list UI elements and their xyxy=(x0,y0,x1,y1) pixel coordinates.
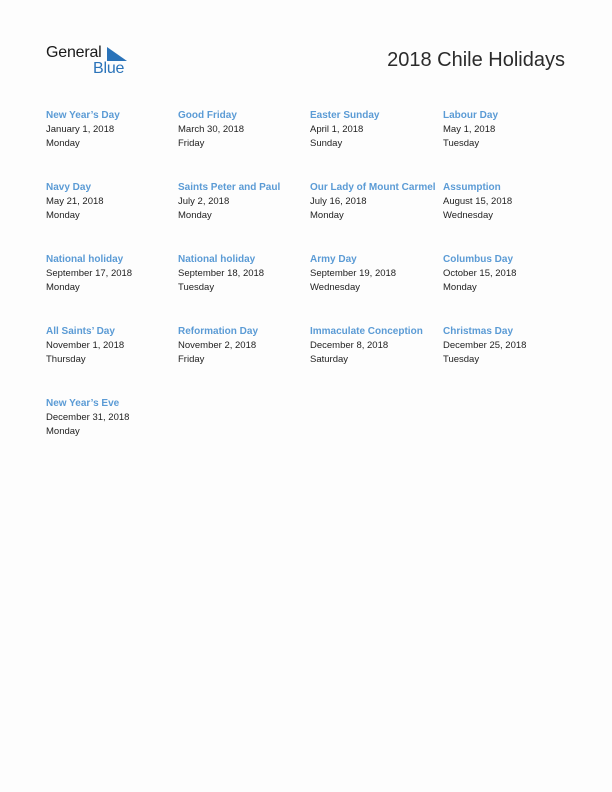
holiday-name: Columbus Day xyxy=(443,254,514,265)
holiday-weekday: Friday xyxy=(178,354,205,365)
holiday-name: National holiday xyxy=(178,254,256,265)
holiday-date: September 17, 2018 xyxy=(46,268,133,279)
holiday-name: Saints Peter and Paul xyxy=(178,182,281,193)
holiday-name: New Year’s Day xyxy=(46,110,120,121)
holiday-weekday: Monday xyxy=(46,138,80,149)
holiday-entry xyxy=(443,253,576,325)
holiday-date: May 21, 2018 xyxy=(46,196,104,207)
holiday-weekday: Monday xyxy=(46,282,80,293)
holiday-weekday: Monday xyxy=(178,210,212,221)
holiday-name: National holiday xyxy=(46,254,124,265)
holiday-entry xyxy=(178,325,310,397)
holiday-date: December 31, 2018 xyxy=(46,412,130,423)
holiday-name: Army Day xyxy=(310,254,357,265)
holiday-entry xyxy=(443,181,576,253)
holiday-weekday: Wednesday xyxy=(443,210,493,221)
holiday-name: Christmas Day xyxy=(443,326,514,337)
logo xyxy=(46,44,136,80)
holiday-entry xyxy=(46,109,178,181)
holiday-entry xyxy=(46,397,178,469)
holiday-date: November 1, 2018 xyxy=(46,340,125,351)
holiday-weekday: Tuesday xyxy=(443,138,480,149)
holiday-entry xyxy=(46,181,178,253)
holiday-weekday: Tuesday xyxy=(178,282,215,293)
holiday-entry xyxy=(310,181,443,253)
holiday-entry xyxy=(46,253,178,325)
holiday-weekday: Monday xyxy=(310,210,344,221)
logo-triangle-icon xyxy=(107,47,127,61)
holiday-entry xyxy=(178,253,310,325)
holiday-name: Assumption xyxy=(443,182,501,193)
holiday-date: September 18, 2018 xyxy=(178,268,265,279)
holiday-date: November 2, 2018 xyxy=(178,340,257,351)
holiday-weekday: Wednesday xyxy=(310,282,360,293)
holiday-weekday: Sunday xyxy=(310,138,343,149)
holiday-entry xyxy=(178,109,310,181)
holiday-name: New Year’s Eve xyxy=(46,398,120,409)
holiday-date: December 25, 2018 xyxy=(443,340,527,351)
holiday-weekday: Tuesday xyxy=(443,354,480,365)
holiday-name: All Saints’ Day xyxy=(46,326,115,337)
holiday-weekday: Saturday xyxy=(310,354,349,365)
holiday-weekday: Monday xyxy=(46,210,80,221)
holiday-entry xyxy=(310,253,443,325)
holiday-entry xyxy=(443,325,576,397)
holiday-date: July 2, 2018 xyxy=(178,196,230,207)
holiday-name: Navy Day xyxy=(46,182,92,193)
holiday-date: July 16, 2018 xyxy=(310,196,367,207)
holiday-weekday: Friday xyxy=(178,138,205,149)
holiday-weekday: Thursday xyxy=(46,354,86,365)
holiday-name: Our Lady of Mount Carmel xyxy=(310,182,436,193)
holiday-entry xyxy=(310,325,443,397)
holiday-name: Reformation Day xyxy=(178,326,259,337)
holiday-date: October 15, 2018 xyxy=(443,268,517,279)
holiday-entry xyxy=(178,181,310,253)
holiday-name: Easter Sunday xyxy=(310,110,380,121)
holiday-weekday: Monday xyxy=(46,426,80,437)
holiday-date: April 1, 2018 xyxy=(310,124,364,135)
holiday-weekday: Monday xyxy=(443,282,477,293)
logo-text-blue: Blue xyxy=(93,60,125,77)
holiday-date: December 8, 2018 xyxy=(310,340,389,351)
holiday-date: March 30, 2018 xyxy=(178,124,245,135)
holiday-name: Labour Day xyxy=(443,110,499,121)
holiday-date: January 1, 2018 xyxy=(46,124,115,135)
holiday-date: September 19, 2018 xyxy=(310,268,397,279)
logo-text-general: General xyxy=(46,44,102,61)
holiday-date: August 15, 2018 xyxy=(443,196,513,207)
holiday-name: Immaculate Conception xyxy=(310,326,423,337)
holiday-date: May 1, 2018 xyxy=(443,124,496,135)
holiday-grid xyxy=(46,109,576,469)
holiday-entry xyxy=(443,109,576,181)
page-title: 2018 Chile Holidays xyxy=(387,49,565,71)
holiday-entry xyxy=(310,109,443,181)
holiday-name: Good Friday xyxy=(178,110,237,121)
holiday-entry xyxy=(46,325,178,397)
